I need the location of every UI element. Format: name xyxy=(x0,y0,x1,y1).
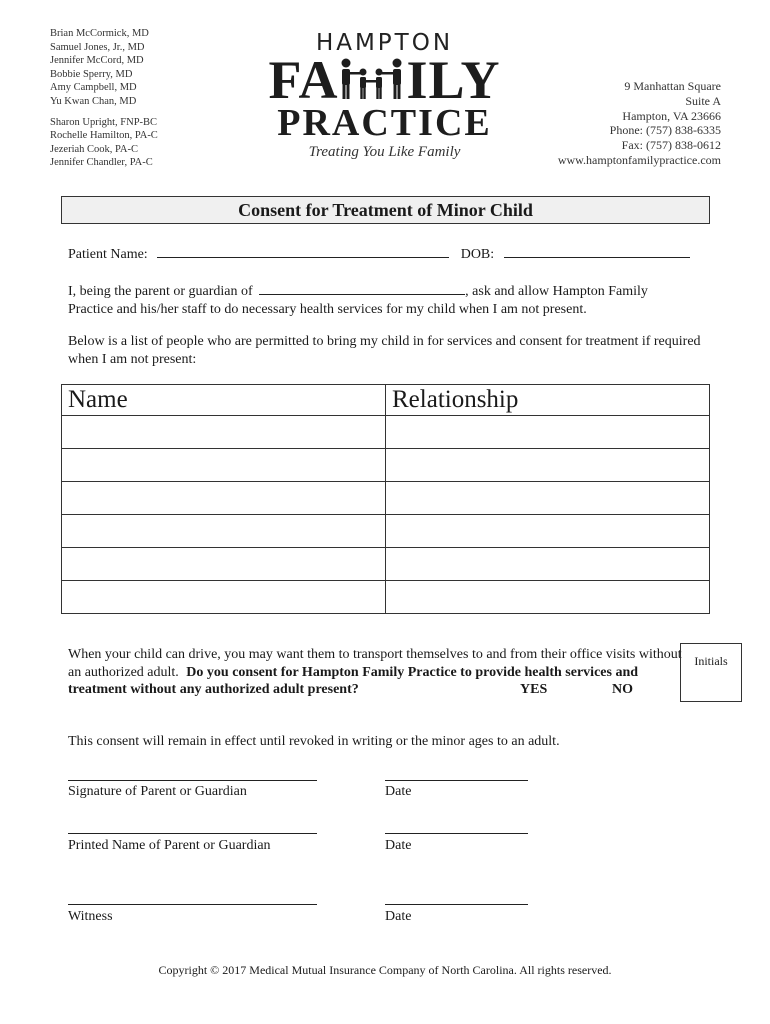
signature-label: Signature of Parent or Guardian xyxy=(68,784,247,799)
yes-option[interactable]: YES xyxy=(520,682,548,697)
initials-box[interactable]: Initials xyxy=(680,643,742,702)
name-cell[interactable] xyxy=(62,581,386,614)
table-row xyxy=(62,416,710,449)
address-website: www.hamptonfamilypractice.com xyxy=(557,152,721,167)
witness-line[interactable] xyxy=(68,904,317,905)
table-row xyxy=(62,482,710,515)
child-name-field[interactable] xyxy=(259,280,465,295)
driving-text: When your child can drive, you may want them to transport themselves to and from their office visits without an authorized adult. xyxy=(68,647,682,680)
copyright-notice: Copyright © 2017 Medical Mutual Insurance Company of North Carolina. All rights reserved. xyxy=(158,963,612,977)
relationship-cell[interactable] xyxy=(386,515,710,548)
column-header-name: Name xyxy=(62,385,386,416)
relationship-cell[interactable] xyxy=(386,449,710,482)
para1-start: I, being the parent or guardian of xyxy=(68,284,253,299)
relationship-cell[interactable] xyxy=(386,416,710,449)
address-phone: Phone: (757) 838-6335 xyxy=(609,123,721,138)
dob-label: DOB: xyxy=(460,247,495,262)
provider-list xyxy=(50,27,158,170)
signature-line[interactable] xyxy=(68,780,317,781)
provider-name: Rochelle Hamilton, PA-C xyxy=(50,130,158,142)
no-option[interactable]: NO xyxy=(612,682,633,697)
consent-duration-text: This consent will remain in effect until revoked in writing or the minor ages to an adult. xyxy=(68,734,560,749)
address-street: 9 Manhattan Square xyxy=(624,79,721,93)
printed-date-label: Date xyxy=(385,838,412,853)
provider-name: Bobbie Sperry, MD xyxy=(50,68,133,80)
address-suite: Suite A xyxy=(685,93,721,108)
form-title: Consent for Treatment of Minor Child xyxy=(61,196,710,224)
provider-name: Jennifer Chandler, PA-C xyxy=(50,157,153,169)
column-header-relationship: Relationship xyxy=(386,385,710,416)
logo-text-fa: FA xyxy=(268,50,339,110)
provider-name: Amy Campbell, MD xyxy=(50,82,137,94)
address-city: Hampton, VA 23666 xyxy=(622,108,721,123)
patient-name-label: Patient Name: xyxy=(68,247,148,262)
driving-question: Do you consent for Hampton Family Practice to provide health services and treatment without any authorized adult present? xyxy=(68,664,639,697)
name-cell[interactable] xyxy=(62,449,386,482)
dob-field[interactable] xyxy=(504,243,690,258)
permitted-people-paragraph: Below is a list of people who are permitted to bring my child in for services and consent for treatment if required when I am not present: xyxy=(68,334,701,367)
name-cell[interactable] xyxy=(62,416,386,449)
consent-paragraph xyxy=(68,280,708,318)
table-row xyxy=(62,515,710,548)
signature-date-line[interactable] xyxy=(385,780,528,781)
name-cell[interactable] xyxy=(62,548,386,581)
patient-row xyxy=(68,243,690,264)
name-cell[interactable] xyxy=(62,515,386,548)
witness-date-label: Date xyxy=(385,909,412,924)
printed-name-label: Printed Name of Parent or Guardian xyxy=(68,838,271,853)
signature-date-label: Date xyxy=(385,784,412,799)
logo-tagline: Treating You Like Family xyxy=(308,144,461,160)
table-header-row xyxy=(62,385,710,416)
provider-name: Jezeriah Cook, PA-C xyxy=(50,143,138,155)
table-row xyxy=(62,548,710,581)
provider-name: Brian McCormick, MD xyxy=(50,28,149,39)
practice-logo xyxy=(262,30,507,170)
witness-label: Witness xyxy=(68,909,113,924)
provider-name: Sharon Upright, FNP-BC xyxy=(50,116,158,128)
practice-address xyxy=(558,79,721,168)
table-row xyxy=(62,581,710,614)
logo-line-hampton: HAMPTON xyxy=(315,30,454,56)
witness-date-line[interactable] xyxy=(385,904,528,905)
para1-end: Practice and his/her staff to do necessary health services for my child when I am not present. xyxy=(68,301,587,317)
name-cell[interactable] xyxy=(62,482,386,515)
patient-name-field[interactable] xyxy=(157,243,449,258)
logo-text-ily: ILY xyxy=(406,50,501,110)
address-fax: Fax: (757) 838-0612 xyxy=(621,138,721,153)
relationship-cell[interactable] xyxy=(386,581,710,614)
driving-consent-paragraph xyxy=(68,646,683,699)
relationship-cell[interactable] xyxy=(386,548,710,581)
logo-line-family xyxy=(262,50,507,110)
family-figures-icon xyxy=(339,58,405,100)
provider-name: Yu Kwan Chan, MD xyxy=(50,95,137,107)
provider-name: Jennifer McCord, MD xyxy=(50,55,144,67)
para1-middle: , ask and allow Hampton Family xyxy=(465,284,648,299)
printed-name-line[interactable] xyxy=(68,833,317,834)
authorized-people-table xyxy=(61,384,710,614)
relationship-cell[interactable] xyxy=(386,482,710,515)
table-row xyxy=(62,449,710,482)
printed-date-line[interactable] xyxy=(385,833,528,834)
provider-name: Samuel Jones, Jr., MD xyxy=(50,41,145,53)
logo-line-practice: PRACTICE xyxy=(277,102,492,144)
